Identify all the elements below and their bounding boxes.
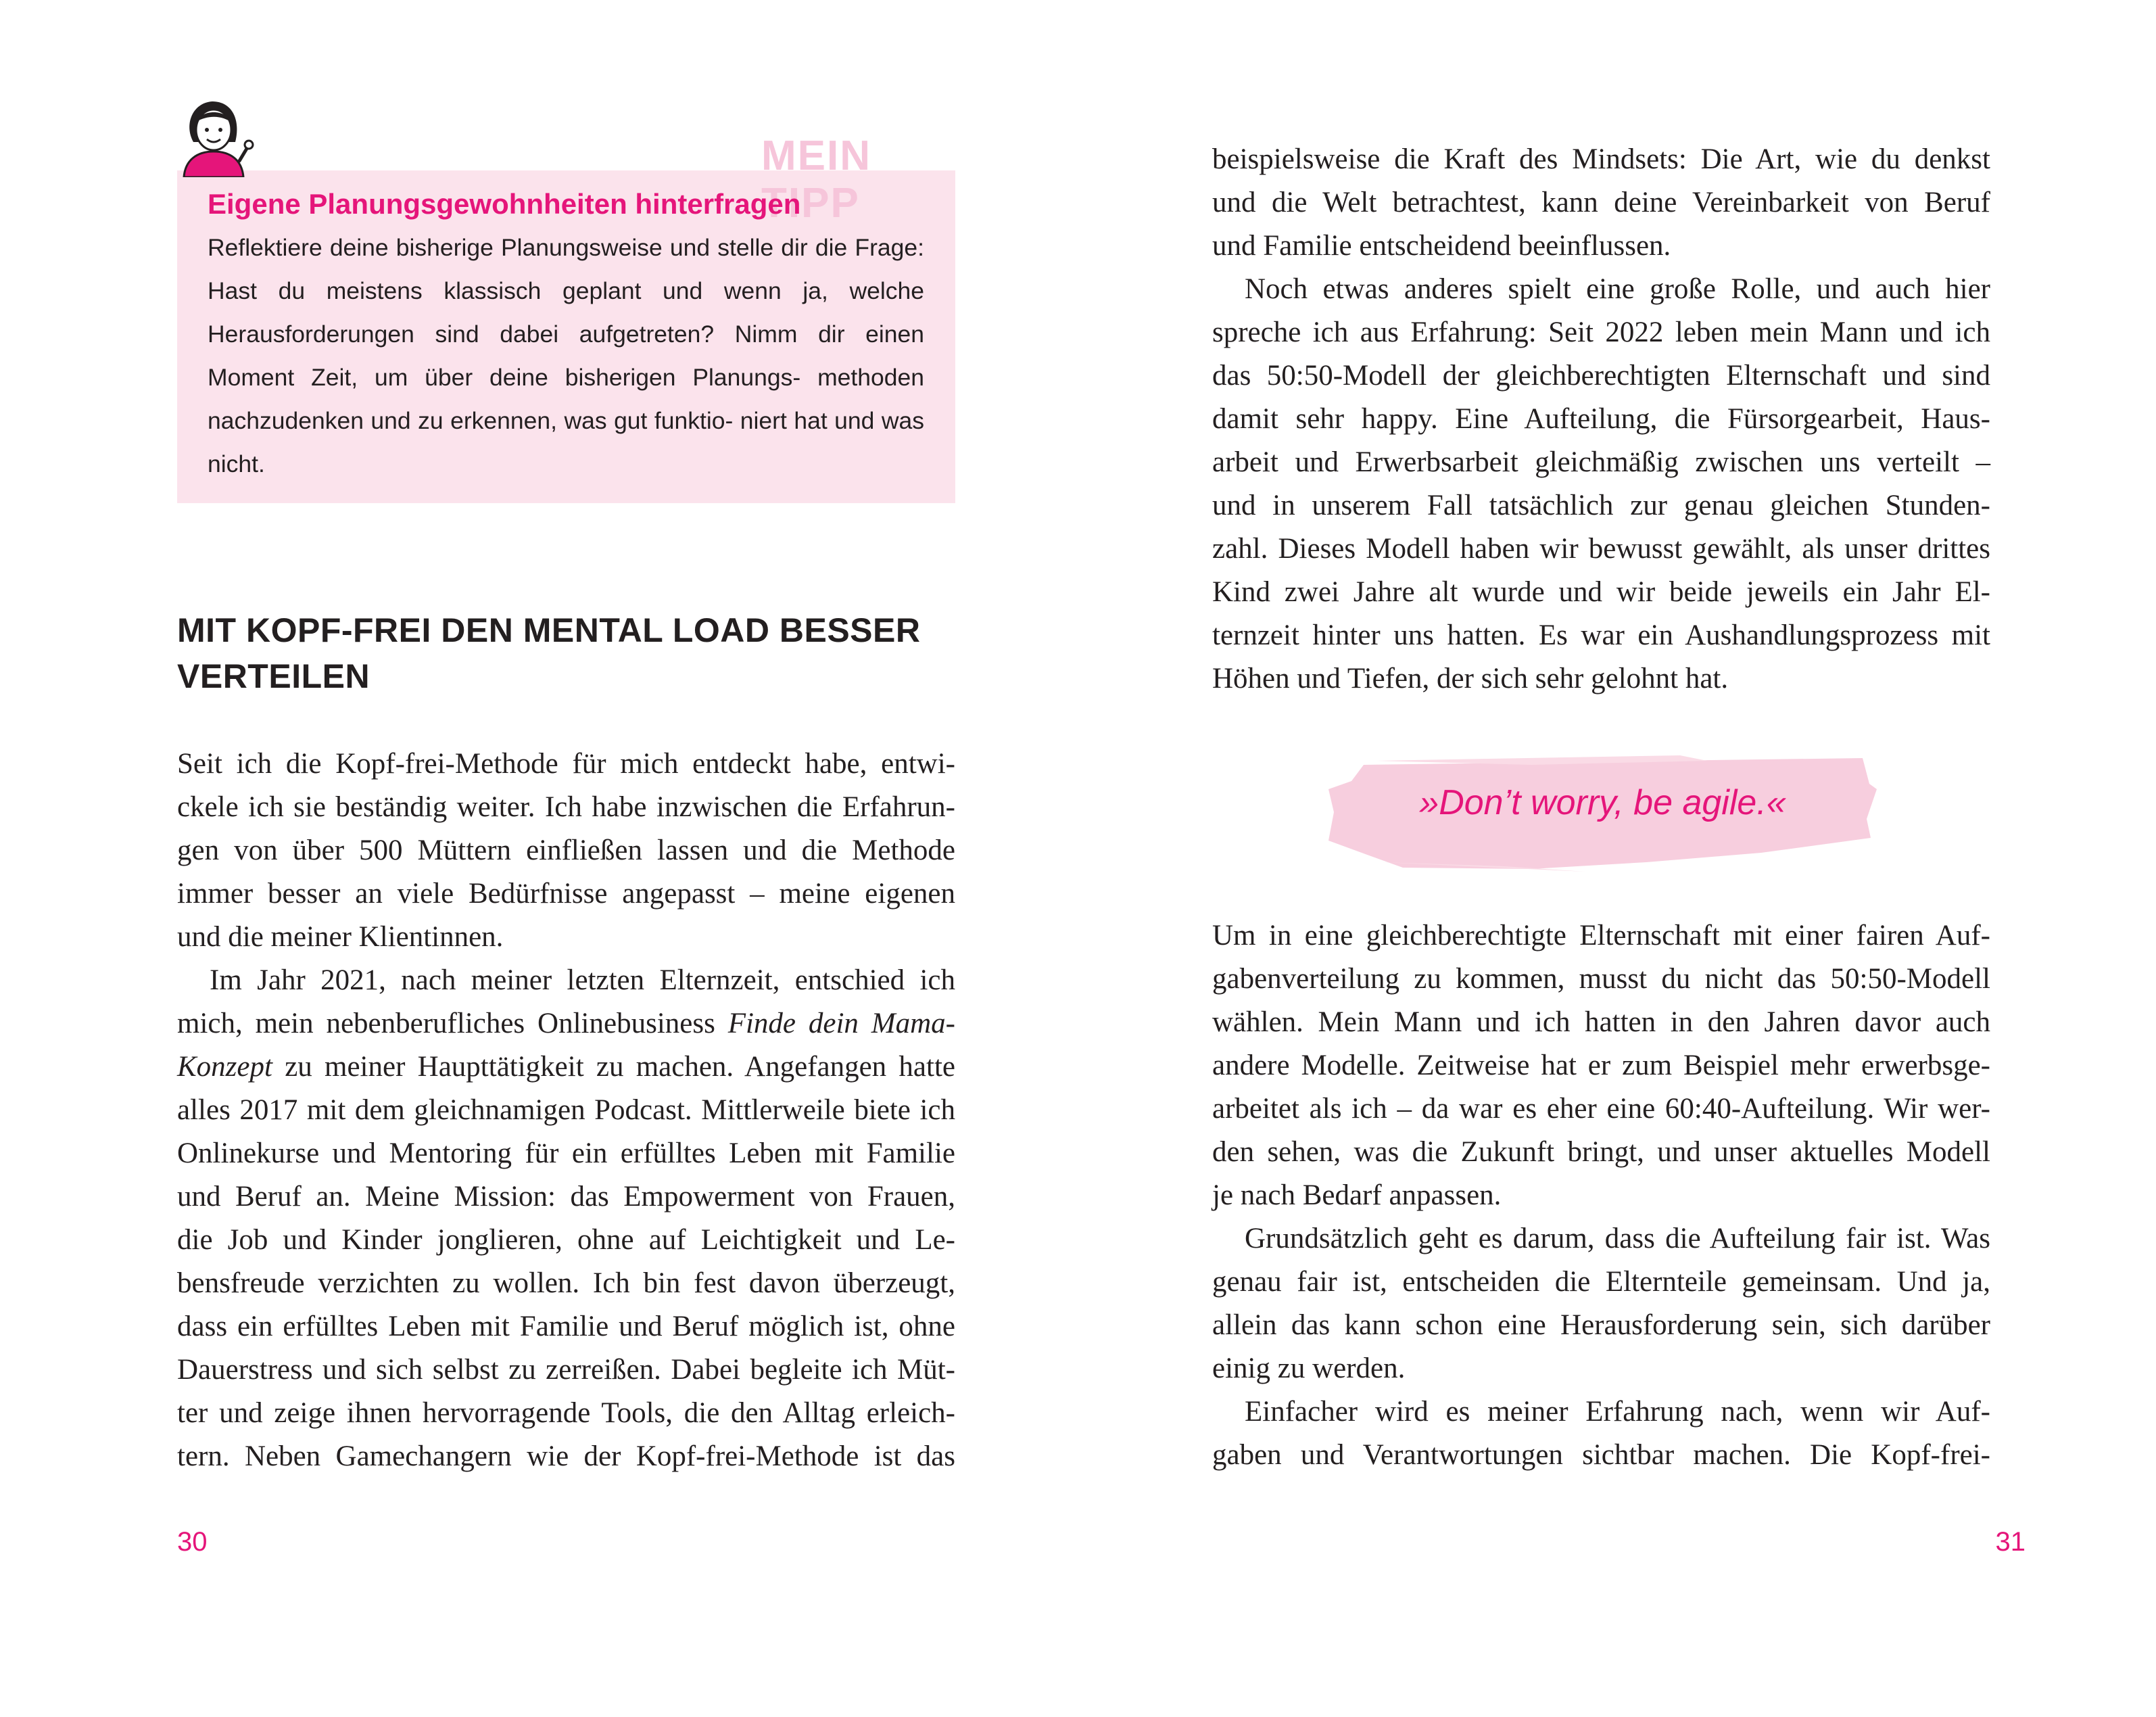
text-line: dass ein erfülltes Leben mit Familie und Beruf möglich ist, ohne: [177, 1311, 955, 1342]
text-line: und Beruf an. Meine Mission: das Empowerment von Frauen,: [177, 1181, 955, 1213]
text-line: spreche ich aus Erfahrung: Seit 2022 leben mein Mann und ich: [1212, 316, 1990, 348]
text-line: und die meiner Klientinnen.: [177, 921, 504, 953]
heading-line: MIT KOPF-FREI DEN MENTAL LOAD BESSER: [177, 611, 921, 649]
tip-line: Reflektiere deine bisherige Planungsweise und stelle dir die: [208, 234, 848, 261]
text-line: und Familie entscheidend beeinflussen.: [1212, 230, 1671, 262]
page-number-right: 31: [1995, 1527, 2026, 1557]
text-line: je nach Bedarf anpassen.: [1212, 1179, 1502, 1211]
text-line: Dauerstress und sich selbst zu zerreißen. Dabei begleite ich Müt-: [177, 1354, 955, 1386]
book-title: Finde dein Mama-: [727, 1008, 955, 1039]
paragraph: [1212, 1217, 1990, 1390]
pull-quote: »Don’t worry, be agile.«: [1419, 783, 1786, 822]
text-line: beispielsweise die Kraft des Mindsets: Die Art, wie du denkst: [1212, 143, 1990, 175]
text-line: Grundsätzlich geht es darum, dass die Aufteilung fair ist. Was: [1245, 1223, 1990, 1254]
text-line: andere Modelle. Zeitweise hat er zum Beispiel mehr erwerbsge-: [1212, 1050, 1990, 1081]
text-line: gaben und Verantwortungen sichtbar machen. Die Kopf-frei-: [1212, 1439, 1990, 1471]
text-line: und die Welt betrachtest, kann deine Vereinbarkeit von Beruf: [1212, 187, 1990, 218]
text-line: ter und zeige ihnen hervorragende Tools, die den Alltag erleich-: [177, 1397, 955, 1429]
tip-line: welche Herausforderungen sind dabei aufgetreten? Nimm: [208, 277, 924, 348]
text-line: tern. Neben Gamechangern wie der Kopf-frei-Methode ist das: [177, 1440, 955, 1472]
right-body-text-top: [1212, 138, 1990, 701]
tip-line: niert hat und was nicht.: [208, 407, 924, 477]
tip-line: dir einen Moment Zeit, um über deine bisherigen Planungs-: [208, 321, 925, 391]
text-line: allein das kann schon eine Herausforderung sein, sich darüber: [1212, 1309, 1990, 1341]
book-title: Konzept: [177, 1051, 272, 1083]
tip-line: Frage: Hast du meistens klassisch geplant und wenn ja,: [208, 234, 924, 304]
text-line: und in unserem Fall tatsächlich zur genau gleichen Stunden-: [1212, 490, 1990, 521]
text-line: Um in eine gleichberechtigte Elternschaft mit einer fairen Auf-: [1212, 920, 1990, 951]
text-line: wählen. Mein Mann und ich hatten in den Jahren davor auch: [1212, 1006, 1990, 1038]
text-line: einig zu werden.: [1212, 1353, 1406, 1384]
text-line: Einfacher wird es meiner Erfahrung nach, wenn wir Auf-: [1245, 1396, 1990, 1428]
text-line: Noch etwas anderes spielt eine große Rolle, und auch hier: [1245, 273, 1990, 305]
tip-line: methoden nachzudenken und zu erkennen, was gut funktio-: [208, 364, 924, 434]
left-body-text: [177, 743, 955, 1478]
woman-waving-avatar-icon: [174, 95, 256, 177]
text-line: das 50:50-Modell der gleichberechtigten Elternschaft und sind: [1212, 360, 1990, 392]
tip-body: [208, 226, 924, 486]
paragraph: [1212, 268, 1990, 701]
text-line: Kind zwei Jahre alt wurde und wir beide jeweils ein Jahr El-: [1212, 576, 1990, 608]
tip-title: Eigene Planungsgewohnheiten hinterfragen: [208, 188, 801, 220]
text-line: den sehen, was die Zukunft bringt, und unser aktuelles Modell: [1212, 1136, 1990, 1168]
text-segment: mich, mein nebenberufliches Onlinebusiness: [177, 1008, 728, 1039]
text-line: ckele ich sie beständig weiter. Ich habe inzwischen die Erfahrun-: [177, 791, 955, 823]
text-segment: zu meiner Haupttätigkeit zu machen. Angefangen hatte: [272, 1051, 955, 1083]
text-line: [177, 1002, 955, 1045]
tip-label: MEIN TIPP: [761, 133, 871, 227]
section-heading: [177, 607, 955, 699]
text-line: zahl. Dieses Modell haben wir bewusst gewählt, als unser drittes: [1212, 533, 1990, 565]
text-line: alles 2017 mit dem gleichnamigen Podcast. Mittlerweile biete ich: [177, 1094, 955, 1126]
heading-line: VERTEILEN: [177, 657, 370, 695]
text-line: damit sehr happy. Eine Aufteilung, die Fürsorgearbeit, Haus-: [1212, 403, 1990, 435]
paragraph: [177, 743, 955, 959]
text-line: Höhen und Tiefen, der sich sehr gelohnt hat.: [1212, 663, 1729, 695]
text-line: Seit ich die Kopf-frei-Methode für mich entdeckt habe, entwi-: [177, 748, 955, 780]
right-body-text-bottom: [1212, 914, 1990, 1477]
text-line: ternzeit hinter uns hatten. Es war ein Aushandlungsprozess mit: [1212, 619, 1990, 651]
text-line: immer besser an viele Bedürfnisse angepasst – meine eigenen: [177, 878, 955, 910]
text-line: gen von über 500 Müttern einfließen lassen und die Methode: [177, 834, 955, 866]
paragraph: [1212, 914, 1990, 1217]
paragraph: [177, 959, 955, 1478]
text-line: die Job und Kinder jonglieren, ohne auf Leichtigkeit und Le-: [177, 1224, 955, 1256]
text-line: [177, 1045, 955, 1089]
text-line: arbeit und Erwerbsarbeit gleichmäßig zwischen uns verteilt –: [1212, 446, 1990, 478]
text-line: Onlinekurse und Mentoring für ein erfülltes Leben mit Familie: [177, 1137, 955, 1169]
text-line: bensfreude verzichten zu wollen. Ich bin fest davon überzeugt,: [177, 1267, 955, 1299]
text-line: Im Jahr 2021, nach meiner letzten Elternzeit, entschied ich: [210, 964, 955, 996]
page-number-left: 30: [177, 1527, 208, 1557]
paragraph: [1212, 1390, 1990, 1477]
text-line: arbeitet als ich – da war es eher eine 60:40-Aufteilung. Wir wer-: [1212, 1093, 1990, 1125]
text-line: genau fair ist, entscheiden die Elternteile gemeinsam. Und ja,: [1212, 1266, 1990, 1298]
paragraph: [1212, 138, 1990, 268]
text-line: gabenverteilung zu kommen, musst du nicht das 50:50-Modell: [1212, 963, 1990, 995]
